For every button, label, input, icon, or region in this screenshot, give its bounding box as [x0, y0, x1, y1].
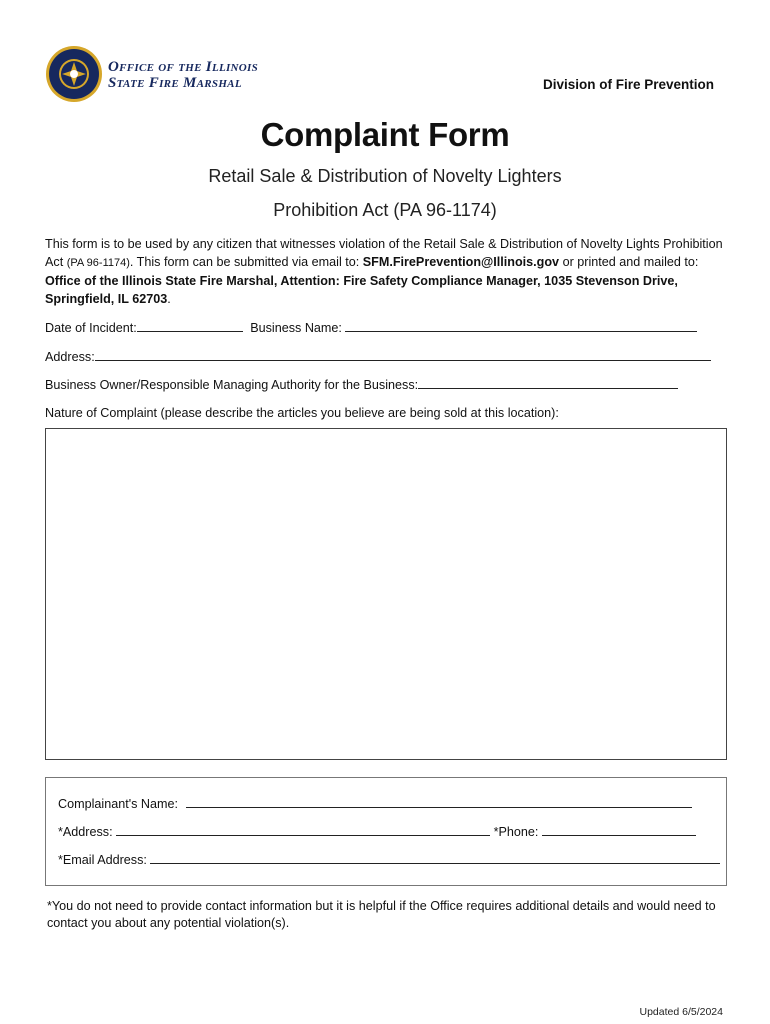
complainant-name-field[interactable]: [186, 797, 692, 808]
complaint-textarea[interactable]: [45, 428, 727, 760]
contact-address-field[interactable]: [116, 825, 490, 836]
email-row: [58, 853, 720, 867]
email-label: *Email Address:: [58, 853, 147, 867]
state-fire-marshal-seal: [45, 45, 103, 103]
owner-field[interactable]: [418, 378, 678, 389]
address-row: [45, 350, 711, 364]
subtitle-line2: Prohibition Act (PA 96-1174): [273, 200, 497, 220]
complainant-name-label: Complainant's Name:: [58, 797, 178, 811]
contact-address-label: *Address:: [58, 825, 113, 839]
mailing-address: Office of the Illinois State Fire Marshal, Attention: Fire Safety Compliance Manager, 1035 Stevenson Drive, Springfield, IL 62703: [45, 274, 678, 306]
updated-date: Updated 6/5/2024: [639, 1006, 723, 1018]
date-label: Date of Incident:: [45, 321, 137, 335]
address-field[interactable]: [95, 350, 711, 361]
intro-text-c: or printed and mailed to:: [559, 255, 699, 269]
page-title: Complaint Form: [260, 116, 510, 153]
office-name-line2: State Fire Marshal: [108, 75, 242, 91]
intro-text-a: This form is to be used by any citizen that witnesses violation of the Retail Sale & Distribution of Novelty Lights Prohibition Act: [45, 237, 723, 269]
intro-act-number: (PA 96-1174): [66, 257, 130, 269]
submission-email[interactable]: SFM.FirePrevention@Illinois.gov: [362, 255, 560, 269]
division-label: Division of Fire Prevention: [542, 77, 714, 92]
address-label: Address:: [45, 350, 95, 364]
email-field[interactable]: [150, 853, 720, 864]
phone-field[interactable]: [542, 825, 696, 836]
business-name-label: Business Name:: [250, 321, 342, 335]
contact-address-row: [58, 825, 696, 839]
intro-paragraph: [45, 235, 735, 308]
date-field[interactable]: [137, 321, 243, 332]
office-name-line1: Office of the Illinois: [108, 59, 259, 75]
date-business-row: [45, 321, 697, 335]
subtitle-line1: Retail Sale & Distribution of Novelty Lighters: [208, 166, 562, 186]
intro-text-b: . This form can be submitted via email to:: [129, 255, 363, 269]
owner-label: Business Owner/Responsible Managing Authority for the Business:: [45, 378, 419, 392]
business-name-field[interactable]: [345, 321, 697, 332]
phone-label: *Phone:: [493, 825, 539, 839]
contact-note: *You do not need to provide contact information but it is helpful if the Office requires additional details and would need to contact you about any potential violation(s).: [47, 899, 716, 930]
complainant-name-row: [58, 797, 692, 811]
nature-label: Nature of Complaint (please describe the articles you believe are being sold at this location):: [45, 406, 559, 420]
office-name: [108, 59, 258, 91]
owner-row: [45, 378, 678, 392]
intro-text-d: .: [167, 292, 171, 306]
